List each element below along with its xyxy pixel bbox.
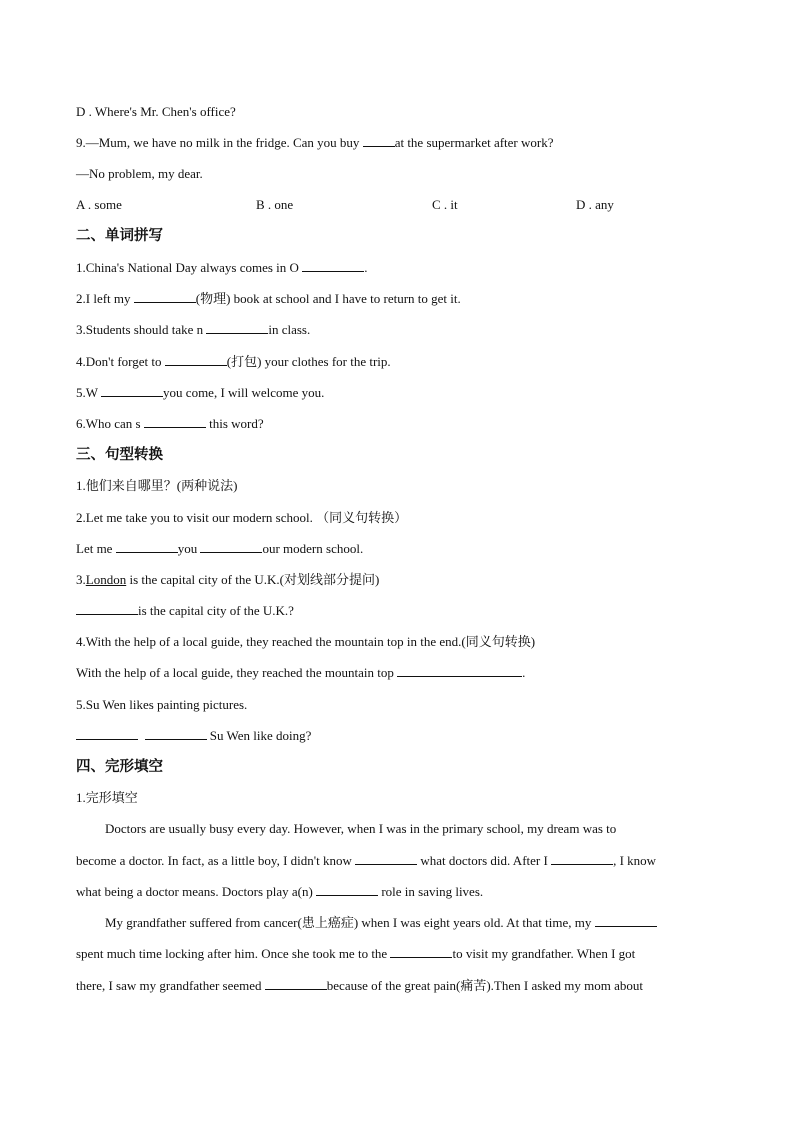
s2-item-6-end: this word? [205, 416, 264, 431]
s3-q4-end: . [522, 665, 526, 680]
s4-p2-line3 [76, 977, 643, 995]
s3-q5-answer [76, 727, 311, 745]
s2-item-3-text: 3.Students should take n [76, 322, 207, 337]
s3-q5-blank-2[interactable] [145, 727, 207, 740]
s2-item-5-end: you come, I will welcome you. [163, 385, 325, 400]
s2-item-6-blank[interactable] [144, 415, 206, 428]
s4-p1-l2-b: what doctors did. After I [417, 853, 552, 868]
s2-item-4-blank[interactable] [165, 353, 227, 366]
q9-reply: —No problem, my dear. [76, 166, 203, 181]
s2-item-3 [76, 321, 310, 339]
s4-p1-l3-a: what being a doctor means. Doctors play a(n) [76, 884, 317, 899]
s2-item-5-blank[interactable] [101, 384, 163, 397]
q8-option-d: D . Where's Mr. Chen's office? [76, 104, 236, 119]
s4-p1-l2-c: , I know [613, 853, 657, 868]
s2-item-2 [76, 290, 461, 308]
s2-item-1-end: . [364, 260, 368, 275]
s2-item-4-end: (打包) your clothes for the trip. [226, 354, 391, 369]
s3-q3-ans-text: is the capital city of the U.K.? [138, 603, 294, 618]
s4-p2-l2-a: spent much time locking after him. Once she took me to the [76, 946, 391, 961]
s2-item-1 [76, 259, 367, 277]
s2-item-4 [76, 353, 391, 371]
s3-q5: 5.Su Wen likes painting pictures. [76, 697, 248, 712]
s4-blank-5[interactable] [390, 945, 452, 958]
s2-item-4-text: 4.Don't forget to [76, 354, 165, 369]
s4-p1-line1: Doctors are usually busy every day. However, when I was in the primary school, my dream was to [105, 821, 617, 836]
q9-option-b[interactable]: B . one [256, 197, 294, 212]
s2-item-2-text: 2.I left my [76, 291, 134, 306]
s2-item-6 [76, 415, 264, 433]
s4-p2-l2-b: to visit my grandfather. When I got [452, 946, 636, 961]
s3-q4-answer [76, 664, 525, 682]
s4-blank-1[interactable] [355, 852, 417, 865]
s4-p1-l2-a: become a doctor. In fact, as a little boy, I didn't know [76, 853, 356, 868]
section-3-title: 三、句型转换 [76, 447, 163, 463]
s4-p1-line3 [76, 883, 483, 901]
section-4-title: 四、完形填空 [76, 759, 163, 775]
s3-q3-underlined: London [85, 572, 127, 587]
q9-option-d[interactable]: D . any [576, 197, 614, 212]
q9-blank[interactable] [363, 134, 395, 147]
s4-p2-l3-b: because of the great pain(痛苦).Then I asked my mom about [326, 978, 644, 993]
s4-blank-3[interactable] [316, 883, 378, 896]
s3-q2-answer [76, 540, 363, 558]
q9-option-a[interactable]: A . some [76, 197, 122, 212]
s3-q2: 2.Let me take you to visit our modern school. （同义句转换） [76, 510, 408, 525]
s3-q2-ans-c: our modern school. [262, 541, 364, 556]
s4-p1-l3-b: role in saving lives. [378, 884, 484, 899]
s4-p2-l3-a: there, I saw my grandfather seemed [76, 978, 265, 993]
s3-q4-blank[interactable] [397, 664, 522, 677]
s2-item-6-text: 6.Who can s [76, 416, 144, 431]
s3-q3-blank[interactable] [76, 602, 138, 615]
s4-blank-4[interactable] [595, 914, 657, 927]
s2-item-1-blank[interactable] [302, 259, 364, 272]
s3-q2-blank-2[interactable] [200, 540, 262, 553]
s3-q3 [76, 571, 379, 589]
s4-p2-line2 [76, 945, 635, 963]
s3-q4-ans-text: With the help of a local guide, they reached the mountain top [76, 665, 398, 680]
s4-p2-l1-a: My grandfather suffered from cancer(患上癌症) when I was eight years old. At that time, my [105, 915, 595, 930]
s2-item-1-text: 1.China's National Day always comes in O [76, 260, 303, 275]
section-2-title: 二、单词拼写 [76, 228, 163, 244]
s4-blank-6[interactable] [265, 977, 327, 990]
s3-q1: 1.他们来自哪里？(两种说法) [76, 478, 238, 493]
s2-item-5 [76, 384, 324, 402]
s3-q3-text: is the capital city of the U.K.(对划线部分提问) [126, 572, 380, 587]
q9-question [76, 134, 554, 152]
s4-p1-line2 [76, 852, 656, 870]
s3-q4: 4.With the help of a local guide, they reached the mountain top in the end.(同义句转换) [76, 634, 536, 649]
s3-q5-blank-1[interactable] [76, 727, 138, 740]
s3-q5-ans-text: Su Wen like doing? [206, 728, 312, 743]
s3-q2-ans-a: Let me [76, 541, 116, 556]
s2-item-3-end: in class. [268, 322, 311, 337]
q9-option-c[interactable]: C . it [432, 197, 458, 212]
q9-text-a: 9.—Mum, we have no milk in the fridge. Can you buy [76, 135, 363, 150]
s3-q3-answer [76, 602, 294, 620]
s2-item-2-blank[interactable] [134, 290, 196, 303]
q9-text-b: at the supermarket after work? [394, 135, 554, 150]
s3-q3-num: 3. [76, 572, 86, 587]
s4-subtitle: 1.完形填空 [76, 790, 138, 805]
s3-q2-blank-1[interactable] [116, 540, 178, 553]
s4-blank-2[interactable] [551, 852, 613, 865]
s2-item-3-blank[interactable] [206, 321, 268, 334]
s3-q2-ans-b: you [177, 541, 201, 556]
s4-p2-line1 [76, 914, 657, 932]
s2-item-5-text: 5.W [76, 385, 102, 400]
s2-item-2-end: (物理) book at school and I have to return to get it. [195, 291, 461, 306]
